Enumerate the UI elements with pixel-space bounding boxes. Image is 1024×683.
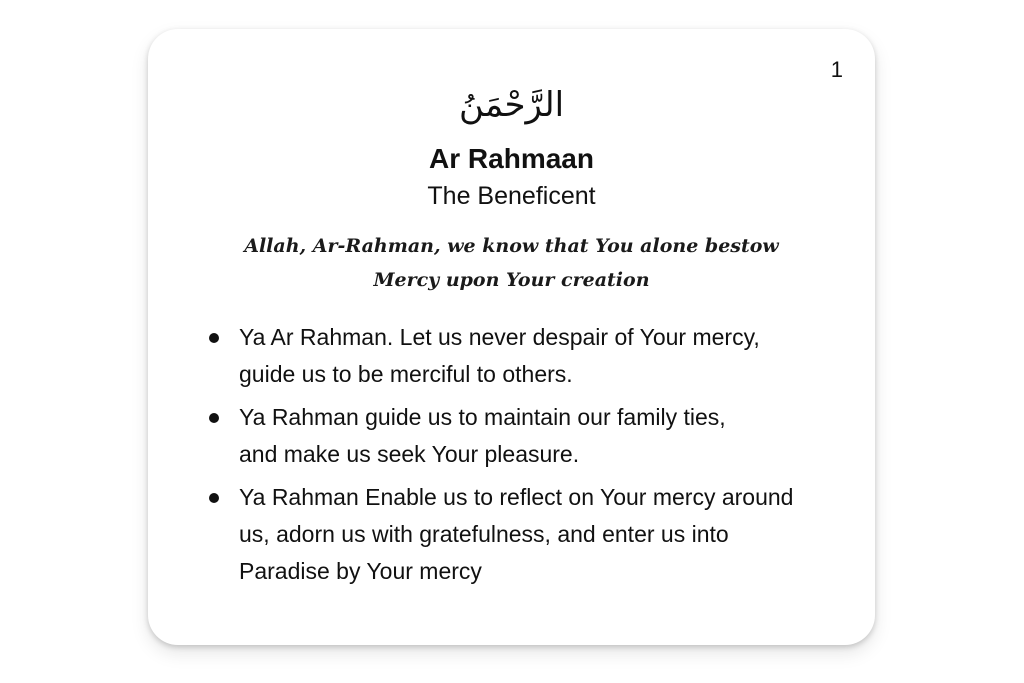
- name-card: [148, 29, 875, 645]
- prayer-line: us, adorn us with gratefulness, and enter us into: [239, 521, 729, 547]
- prayer-line: Ya Rahman guide us to maintain our family ties,: [239, 404, 726, 430]
- prayer-item-2: [204, 399, 854, 473]
- invocation-text: [208, 229, 815, 297]
- prayer-line: Ya Ar Rahman. Let us never despair of Your mercy,: [239, 324, 760, 350]
- invocation-line-2: Mercy upon Your creation: [373, 269, 650, 291]
- prayer-line: Ya Rahman Enable us to reflect on Your mercy around: [239, 484, 794, 510]
- arabic-name: الرَّحْمَنُ: [458, 85, 565, 125]
- prayer-line: and make us seek Your pleasure.: [239, 441, 580, 467]
- prayer-line: Paradise by Your mercy: [239, 558, 482, 584]
- page-number: 1: [830, 57, 843, 82]
- bullet-icon: [209, 493, 219, 503]
- name-meaning: The Beneficent: [427, 182, 596, 210]
- prayer-item-3: [204, 479, 854, 590]
- prayer-list: [204, 319, 854, 596]
- prayer-item-1: [204, 319, 854, 393]
- invocation-line-1: Allah, Ar-Rahman, we know that You alone bestow: [244, 235, 779, 257]
- bullet-icon: [209, 413, 219, 423]
- prayer-line: guide us to be merciful to others.: [239, 361, 573, 387]
- bullet-icon: [209, 333, 219, 343]
- name-transliteration: Ar Rahmaan: [429, 143, 594, 174]
